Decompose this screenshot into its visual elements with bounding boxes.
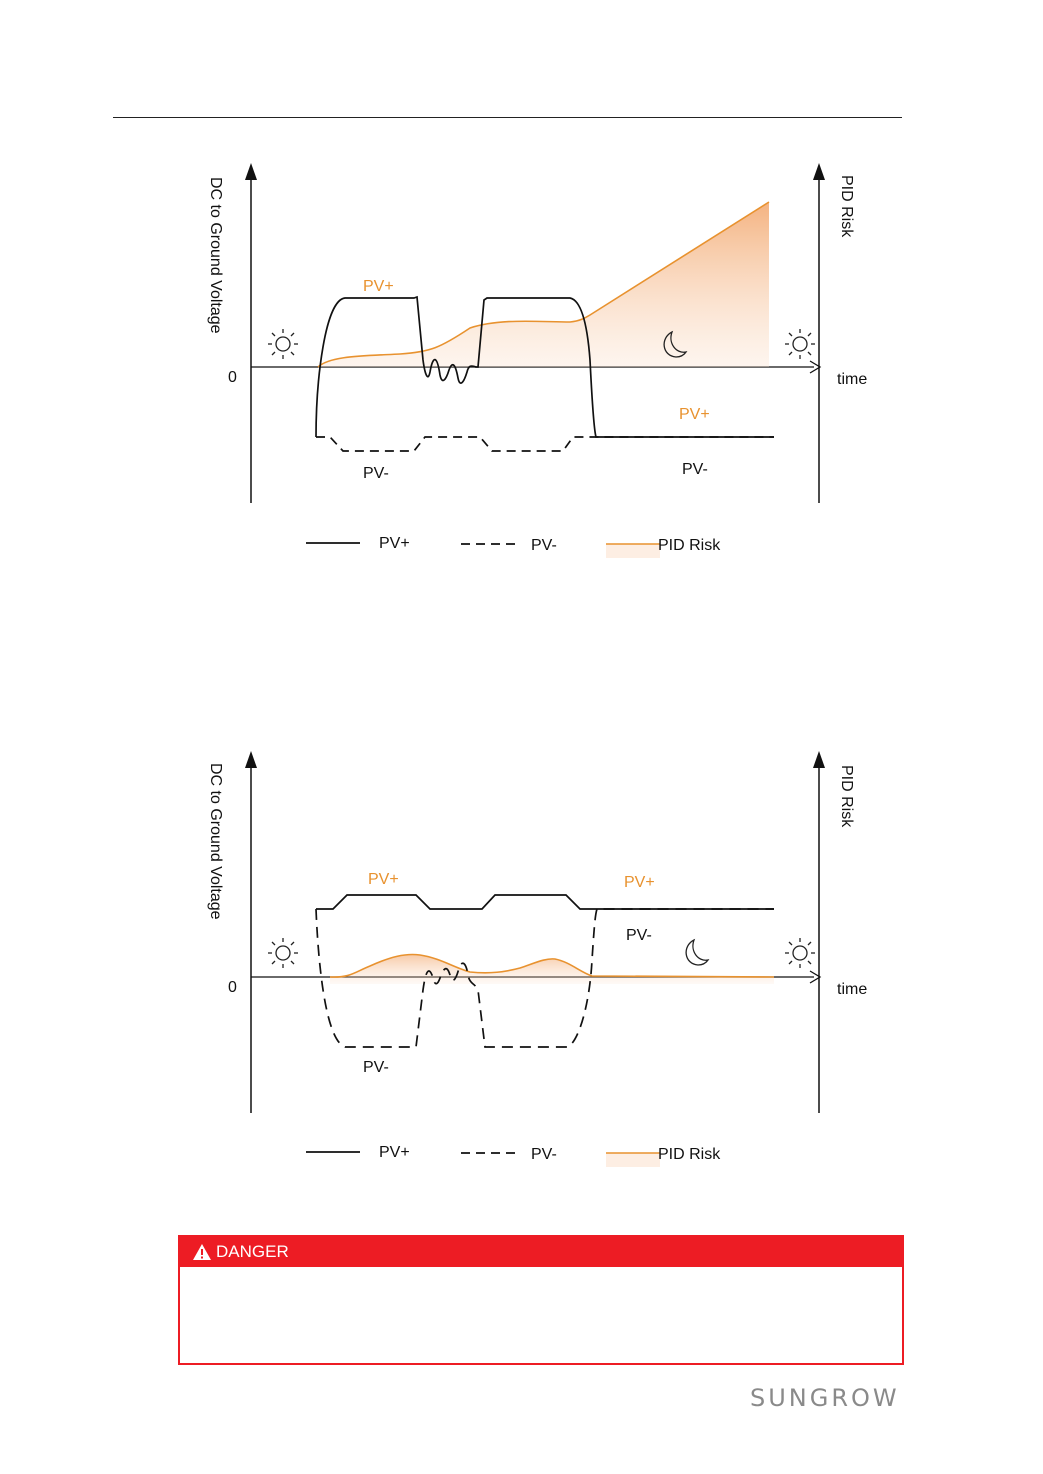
pv-minus-night-label: PV- (682, 461, 708, 478)
pv-plus-day-label: PV+ (368, 871, 399, 888)
figure-1 (0, 150, 1043, 590)
legend-pid-risk-label: PID Risk (658, 537, 721, 554)
legend-pv-plus-label: PV+ (379, 535, 410, 552)
right-axis-label: PID Risk (838, 175, 855, 238)
legend-pid-risk-glow (606, 544, 660, 558)
zero-label: 0 (228, 369, 237, 386)
legend-pv-minus-label: PV- (531, 537, 557, 554)
sungrow-logo: SUNGROW (750, 1384, 900, 1412)
right-axis-label: PID Risk (838, 765, 855, 828)
legend-pv-minus-label: PV- (531, 1146, 557, 1163)
legend-pv-plus-label: PV+ (379, 1144, 410, 1161)
header-rule (113, 117, 902, 118)
warning-triangle-icon (192, 1243, 212, 1261)
pv-minus-line (316, 437, 774, 451)
left-axis-arrow (245, 751, 257, 768)
right-axis-arrow (813, 751, 825, 768)
left-axis-label: DC to Ground Voltage (207, 177, 224, 334)
danger-notice (178, 1235, 904, 1365)
pv-minus-day-label: PV- (363, 1059, 389, 1076)
pv-minus-night-label: PV- (626, 927, 652, 944)
time-label: time (837, 981, 868, 998)
left-axis-label: DC to Ground Voltage (207, 763, 224, 920)
danger-header (180, 1237, 902, 1267)
right-axis-arrow (813, 163, 825, 180)
legend-pid-risk-label: PID Risk (658, 1146, 721, 1163)
time-label: time (837, 371, 868, 388)
pv-plus-night-label: PV+ (679, 406, 710, 423)
zero-label: 0 (228, 979, 237, 996)
figure-2 (0, 740, 1043, 1180)
sun-icon (268, 938, 298, 968)
danger-label: DANGER (216, 1242, 289, 1261)
left-axis-arrow (245, 163, 257, 180)
pv-minus-day-label: PV- (363, 465, 389, 482)
legend-pid-risk-glow (606, 1153, 660, 1167)
sun-icon (268, 329, 298, 359)
sun-icon (785, 329, 815, 359)
moon-icon (686, 940, 708, 965)
pv-plus-line (316, 895, 774, 909)
pv-plus-night-label: PV+ (624, 874, 655, 891)
pv-plus-day-label: PV+ (363, 278, 394, 295)
sun-icon (785, 938, 815, 968)
